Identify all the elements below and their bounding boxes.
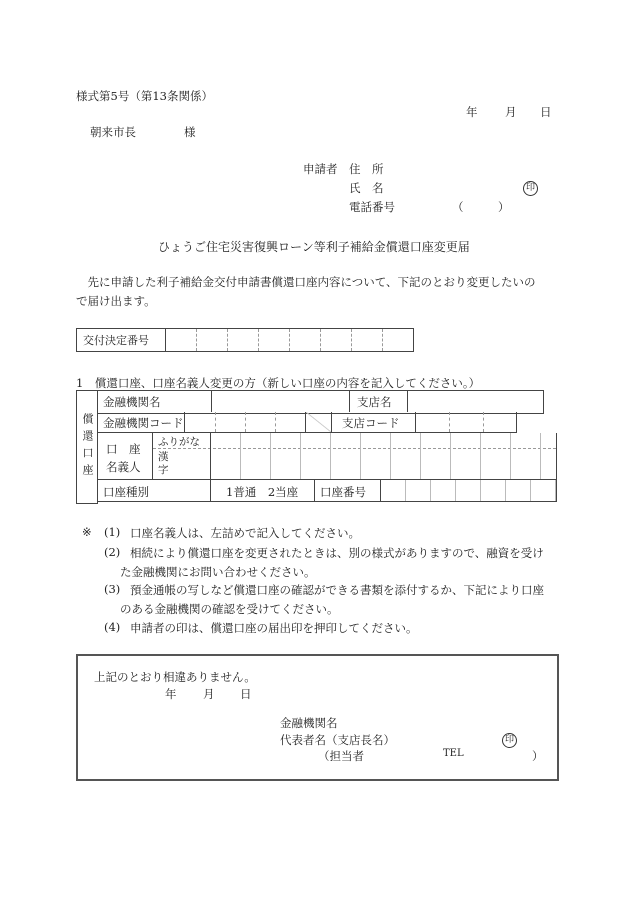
note-4-text: 申請者の印は、償還口座の届出印を押印してください。 bbox=[130, 621, 418, 635]
holder-label-2: 名義人 bbox=[106, 460, 141, 474]
note-2-text: 相続により償還口座を変更されたときは、別の様式がありますので、融資を受け bbox=[130, 546, 544, 560]
branch-name-label: 支店名 bbox=[357, 395, 392, 409]
decision-digit-cell[interactable] bbox=[259, 329, 290, 352]
confirmation-month: 月 bbox=[203, 687, 215, 701]
decision-digit-cell[interactable] bbox=[352, 329, 383, 352]
date-day: 日 bbox=[540, 105, 552, 119]
applicant-address-label: 住 所 bbox=[349, 162, 384, 176]
decision-digit-cell[interactable] bbox=[197, 329, 228, 352]
account-type-label: 口座種別 bbox=[103, 485, 149, 499]
form-number: 様式第5号（第13条関係） bbox=[76, 89, 213, 103]
note-3-text: 預金通帳の写しなど償還口座の確認ができる書類を添付するか、下記により口座 bbox=[130, 583, 544, 597]
bank-code-digit[interactable] bbox=[215, 412, 245, 432]
confirmation-contact-open: （担当者 bbox=[318, 749, 364, 763]
blank-cell bbox=[305, 412, 331, 432]
confirmation-year: 年 bbox=[165, 687, 177, 701]
kanji-label: 漢字 bbox=[158, 451, 169, 476]
bank-code-label: 金融機関コード bbox=[103, 416, 184, 430]
confirmation-tel: TEL bbox=[443, 748, 464, 759]
confirmation-contact-close: ） bbox=[532, 749, 544, 763]
date-month: 月 bbox=[505, 105, 517, 119]
document-title: ひょうご住宅災害復興ローン等利子補給金償還口座変更届 bbox=[158, 240, 470, 254]
note-3-cont: のある金融機関の確認を受けてください。 bbox=[120, 602, 339, 616]
decision-number-label: 交付決定番号 bbox=[77, 329, 166, 352]
note-2-cont: た金融機関にお問い合わせください。 bbox=[120, 565, 316, 579]
notes-mark: ※ bbox=[82, 525, 92, 539]
confirmation-representative: 代表者名（支店長名） bbox=[280, 733, 395, 747]
account-side-label: 償還口座 bbox=[76, 390, 98, 504]
addressee-suffix: 様 bbox=[184, 125, 196, 139]
intro-line-1: 先に申請した利子補給金交付申請書償還口座内容について、下記のとおり変更したいの bbox=[76, 275, 536, 289]
note-3-num: (3) bbox=[104, 582, 121, 596]
account-number-label: 口座番号 bbox=[320, 485, 366, 499]
decision-digit-cell[interactable] bbox=[228, 329, 259, 352]
note-1-num: (1) bbox=[104, 525, 121, 539]
confirmation-day: 日 bbox=[240, 687, 252, 701]
applicant-stamp-icon: 印 bbox=[523, 179, 538, 196]
branch-code-digit[interactable] bbox=[483, 412, 517, 432]
decision-digit-cell[interactable] bbox=[321, 329, 352, 352]
bank-name-label: 金融機関名 bbox=[103, 395, 161, 409]
addressee-name: 朝来市長 bbox=[90, 125, 136, 139]
applicant-label: 申請者 bbox=[303, 162, 338, 176]
date-year: 年 bbox=[466, 105, 478, 119]
branch-code-digit[interactable] bbox=[449, 412, 483, 432]
section1-heading: 1 償還口座、口座名義人変更の方（新しい口座の内容を記入してください。） bbox=[76, 376, 481, 390]
holder-label-1: 口 座 bbox=[106, 442, 141, 456]
confirmation-bank-name: 金融機関名 bbox=[280, 716, 338, 730]
confirmation-statement: 上記のとおり相違ありません。 bbox=[94, 670, 256, 684]
note-1-text: 口座名義人は、左詰めで記入してください。 bbox=[130, 526, 360, 540]
note-4-num: (4) bbox=[104, 620, 121, 634]
decision-digit-cell[interactable] bbox=[166, 329, 197, 352]
decision-digit-cell[interactable] bbox=[290, 329, 321, 352]
account-type-options[interactable]: 1普通 2当座 bbox=[226, 485, 299, 499]
applicant-name-label: 氏 名 bbox=[349, 181, 384, 195]
confirmation-stamp-icon: 印 bbox=[502, 731, 517, 748]
branch-name-input[interactable] bbox=[408, 390, 542, 412]
intro-line-2: で届け出ます。 bbox=[76, 294, 156, 308]
bank-code-digit[interactable] bbox=[184, 412, 215, 432]
applicant-phone-label: 電話番号 bbox=[349, 200, 395, 214]
bank-code-digit[interactable] bbox=[245, 412, 275, 432]
applicant-phone-paren: （ ） bbox=[452, 200, 510, 214]
branch-code-digit[interactable] bbox=[415, 412, 449, 432]
bank-name-input[interactable] bbox=[211, 390, 349, 412]
furigana-label: ふりがな bbox=[158, 436, 200, 448]
holder-name-input[interactable] bbox=[210, 433, 557, 479]
bank-code-digit[interactable] bbox=[275, 412, 305, 432]
account-number-input[interactable] bbox=[380, 480, 557, 501]
branch-code-label: 支店コード bbox=[342, 416, 400, 430]
note-2-num: (2) bbox=[104, 545, 121, 559]
decision-number-table bbox=[76, 328, 414, 352]
decision-digit-cell[interactable] bbox=[383, 329, 414, 352]
